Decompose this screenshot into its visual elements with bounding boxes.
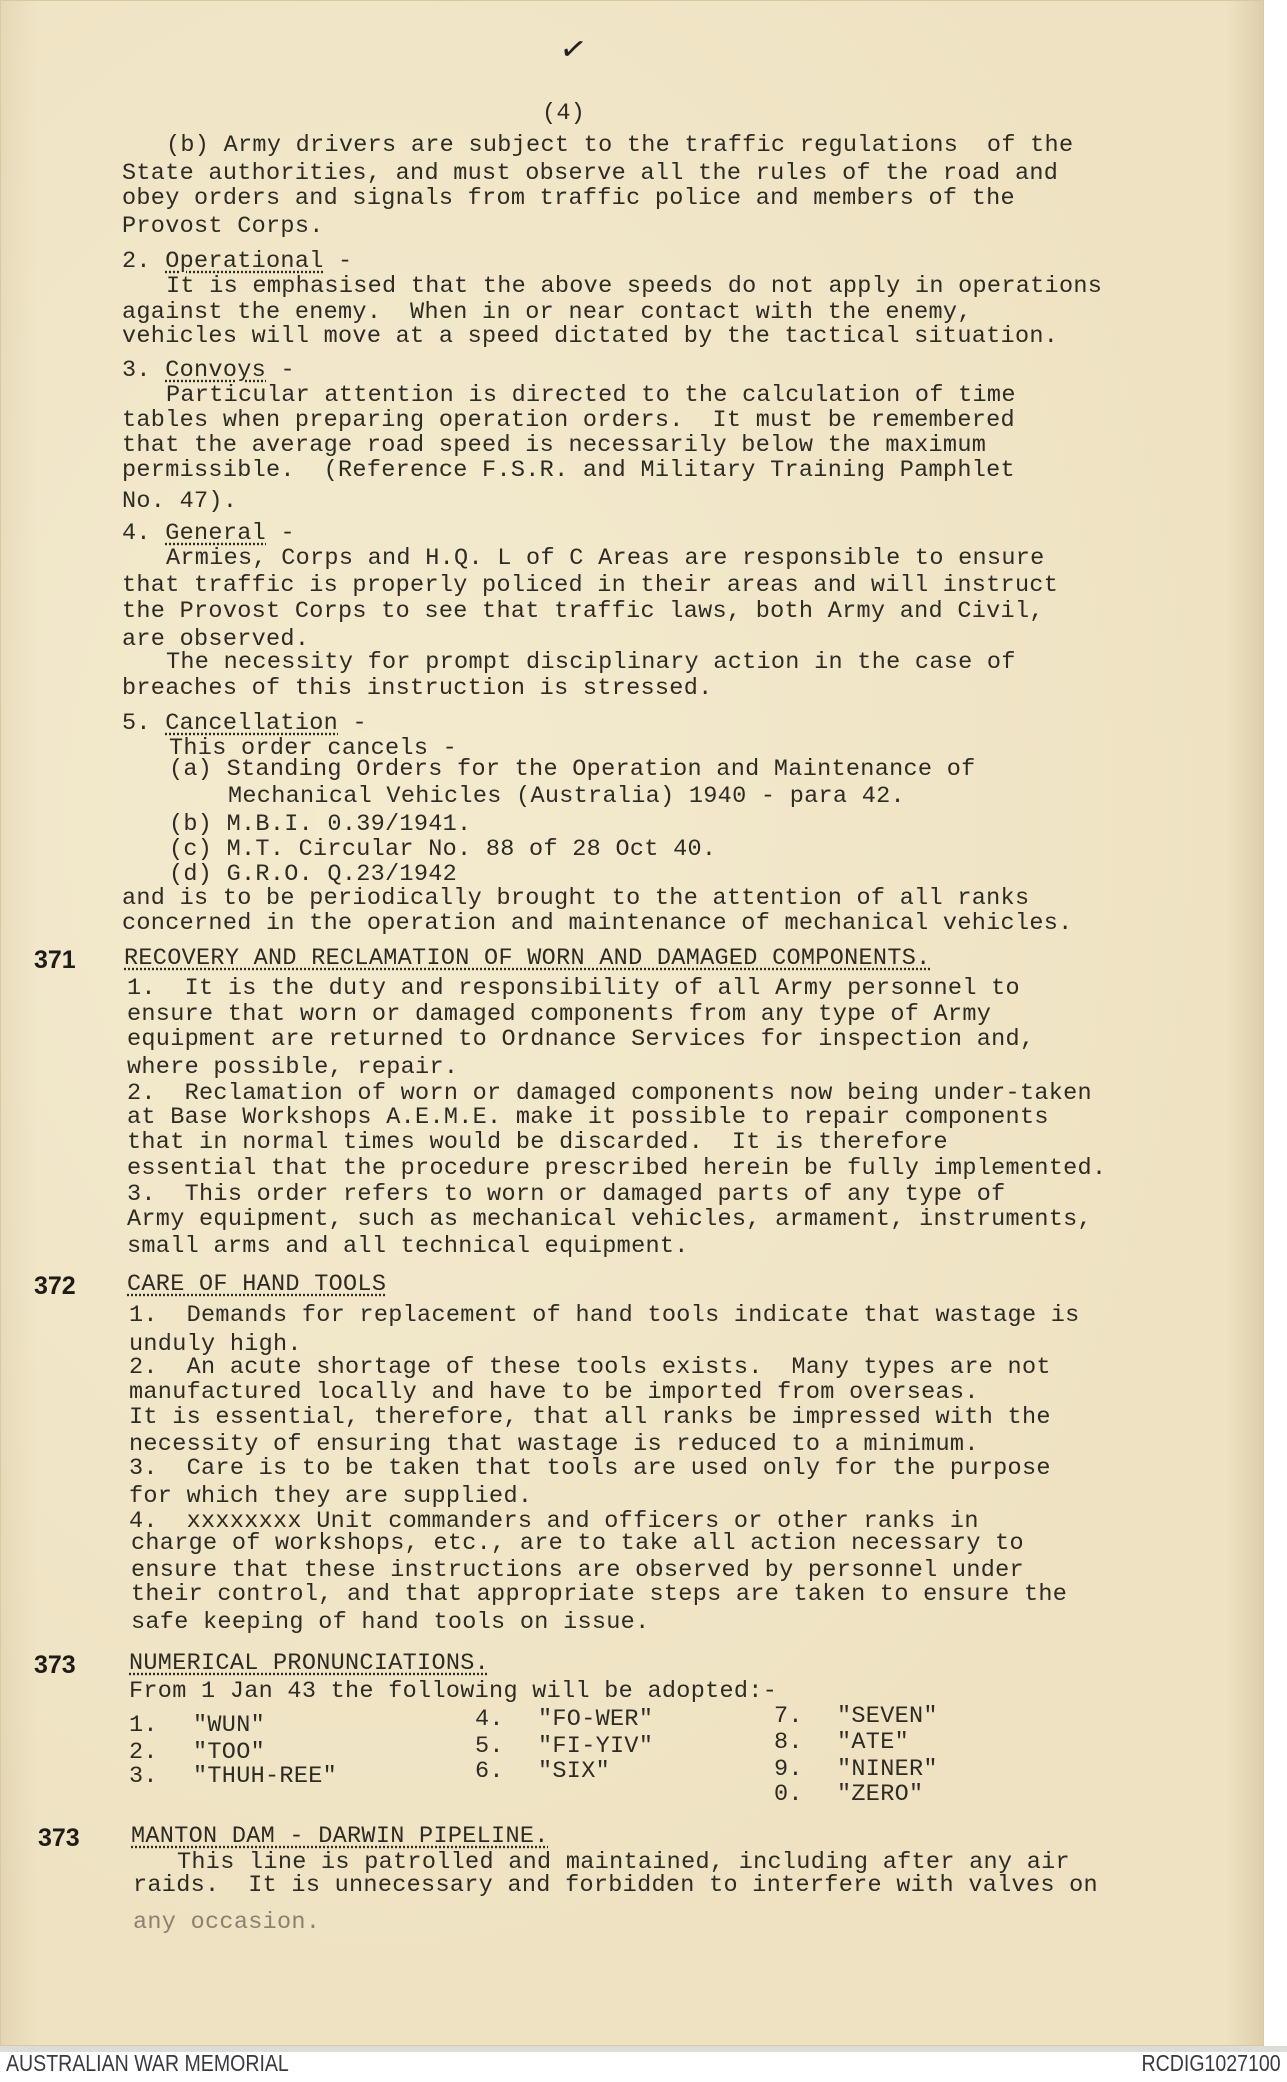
footer-institution: AUSTRALIAN WAR MEMORIAL — [6, 2050, 289, 2076]
pronunciation-number: 3. — [129, 1763, 158, 1790]
text-line: essential that the procedure prescribed herein be fully implemented. — [127, 1155, 1107, 1182]
section-heading: CARE OF HAND TOOLS — [127, 1271, 387, 1298]
subheading-dash: - — [338, 710, 367, 737]
subheading-dash: - — [323, 248, 353, 275]
subheading-operational — [122, 248, 352, 276]
text-line: for which they are supplied. — [129, 1483, 533, 1510]
text-line: necessity of ensuring that wastage is reduced to a minimum. — [129, 1431, 979, 1458]
pronunciation-number: 1. — [129, 1712, 158, 1739]
pronunciation-number: 8. — [774, 1729, 803, 1756]
text-line: Provost Corps. — [122, 213, 324, 240]
text-line: 1. It is the duty and responsibility of all Army personnel to — [127, 975, 1020, 1002]
text-line: 2. Reclamation of worn or damaged components now being under-taken — [127, 1080, 1092, 1107]
text-line: 2. An acute shortage of these tools exists. Many types are not — [129, 1354, 1051, 1381]
text-line: 3. Care is to be taken that tools are used only for the purpose — [129, 1455, 1051, 1482]
text-line: This line is patrolled and maintained, including after any air — [177, 1849, 1070, 1876]
subheading-title: Convoys — [165, 357, 267, 384]
text-line: concerned in the operation and maintenance of mechanical vehicles. — [122, 910, 1073, 937]
page-number: (4) — [542, 100, 586, 127]
section-heading: MANTON DAM - DARWIN PIPELINE. — [131, 1823, 549, 1850]
text-line: The necessity for prompt disciplinary action in the case of — [166, 649, 1016, 676]
text-line: permissible. (Reference F.S.R. and Military Training Pamphlet — [122, 457, 1015, 484]
text-line: safe keeping of hand tools on issue. — [131, 1609, 650, 1636]
text-line: charge of workshops, etc., are to take all action necessary to — [131, 1530, 1024, 1557]
text-line: Army equipment, such as mechanical vehicles, armament, instruments, — [127, 1206, 1092, 1233]
text-line: ensure that worn or damaged components from any type of Army — [127, 1001, 992, 1028]
pronunciation: "ZERO" — [837, 1781, 924, 1808]
subheading-number: 4. — [122, 520, 151, 547]
pronunciation: "SIX" — [538, 1758, 611, 1785]
text-line: against the enemy. When in or near contact with the enemy, — [122, 299, 972, 326]
text-line: that in normal times would be discarded. It is therefore — [127, 1129, 948, 1156]
check-mark: ✓ — [556, 27, 590, 71]
text-line: It is essential, therefore, that all ranks be impressed with the — [129, 1404, 1051, 1431]
cancelled-item: (c) M.T. Circular No. 88 of 28 Oct 40. — [169, 836, 717, 863]
text-line: raids. It is unnecessary and forbidden to interfere with valves on — [133, 1872, 1098, 1899]
text-line: and is to be periodically brought to the attention of all ranks — [122, 885, 1030, 912]
pronunciation: "SEVEN" — [837, 1703, 938, 1730]
footer-record-id: RCDIG1027100 — [1141, 2050, 1281, 2076]
text-line: where possible, repair. — [127, 1054, 459, 1081]
pronunciation-number: 7. — [774, 1703, 803, 1730]
pronunciation: "NINER" — [837, 1756, 938, 1783]
pronunciation-number: 0. — [774, 1781, 803, 1808]
text-line: This order cancels - — [169, 735, 458, 762]
subheading-general — [122, 520, 295, 548]
subheading-title: Operational — [165, 248, 324, 275]
text-line: that traffic is properly policed in their areas and will instruct — [122, 572, 1059, 599]
section-heading: NUMERICAL PRONUNCIATIONS. — [129, 1650, 490, 1677]
subheading-dash: - — [266, 357, 295, 384]
text-line: obey orders and signals from traffic police and members of the — [122, 185, 1015, 212]
text-line: 3. This order refers to worn or damaged parts of any type of — [127, 1181, 1006, 1208]
section-heading: RECOVERY AND RECLAMATION OF WORN AND DAMAGED COMPONENTS. — [124, 945, 931, 972]
section-number: 373 — [38, 1824, 80, 1852]
subheading-title: General — [165, 520, 267, 547]
text-line: From 1 Jan 43 the following will be adopted:- — [129, 1678, 778, 1705]
pronunciation-number: 5. — [475, 1733, 504, 1760]
text-line: manufactured locally and have to be imported from overseas. — [129, 1379, 979, 1406]
cancelled-item: Mechanical Vehicles (Australia) 1940 - para 42. — [228, 783, 905, 810]
pronunciation: "THUH-REE" — [193, 1763, 338, 1790]
pronunciation: "ATE" — [837, 1729, 910, 1756]
text-line: equipment are returned to Ordnance Services for inspection and, — [127, 1026, 1035, 1053]
pronunciation-number: 2. — [129, 1739, 158, 1766]
pronunciation: "FI-YIV" — [538, 1733, 654, 1760]
cancelled-item: (a) Standing Orders for the Operation and Maintenance of — [169, 756, 976, 783]
subheading-title: Cancellation — [165, 710, 339, 737]
section-number: 373 — [34, 1651, 76, 1679]
text-line: their control, and that appropriate steps are taken to ensure the — [131, 1581, 1068, 1608]
text-line: the Provost Corps to see that traffic laws, both Army and Civil, — [122, 598, 1044, 625]
text-line: ensure that these instructions are observed by personnel under — [131, 1557, 1024, 1584]
text-line: Armies, Corps and H.Q. L of C Areas are responsible to ensure — [166, 545, 1045, 572]
text-line: breaches of this instruction is stressed. — [122, 675, 713, 702]
subheading-number: 3. — [122, 357, 151, 384]
text-line: No. 47). — [122, 488, 238, 515]
pronunciation: "WUN" — [193, 1712, 266, 1739]
text-line: vehicles will move at a speed dictated by the tactical situation. — [122, 323, 1059, 350]
pronunciation: "FO-WER" — [538, 1706, 654, 1733]
subheading-dash: - — [266, 520, 295, 547]
subheading-cancellation — [122, 710, 367, 738]
pronunciation-number: 9. — [774, 1756, 803, 1783]
text-line: unduly high. — [129, 1331, 302, 1358]
subheading-number: 5. — [122, 710, 151, 737]
text-line: are observed. — [122, 626, 310, 653]
text-line: that the average road speed is necessarily below the maximum — [122, 432, 987, 459]
section-number: 372 — [34, 1272, 76, 1300]
subheading-convoys — [122, 357, 295, 385]
pronunciation-number: 4. — [475, 1706, 504, 1733]
text-line: State authorities, and must observe all the rules of the road and — [122, 160, 1059, 187]
subheading-number: 2. — [122, 248, 151, 275]
text-line: any occasion. — [133, 1909, 321, 1936]
pronunciation: "TOO" — [193, 1739, 266, 1766]
section-number: 371 — [34, 946, 76, 974]
text-line: at Base Workshops A.E.M.E. make it possible to repair components — [127, 1104, 1049, 1131]
text-line: Particular attention is directed to the calculation of time — [166, 382, 1016, 409]
text-line: 1. Demands for replacement of hand tools indicate that wastage is — [129, 1302, 1080, 1329]
text-line: tables when preparing operation orders. It must be remembered — [122, 407, 1015, 434]
pronunciation-number: 6. — [475, 1758, 504, 1785]
text-line: small arms and all technical equipment. — [127, 1233, 689, 1260]
cancelled-item: (b) M.B.I. 0.39/1941. — [169, 811, 472, 838]
text-line: 4. xxxxxxxx Unit commanders and officers or other ranks in — [129, 1508, 979, 1535]
text-line: It is emphasised that the above speeds do not apply in operations — [166, 273, 1103, 300]
cancelled-item: (d) G.R.O. Q.23/1942 — [169, 861, 458, 888]
text-line: (b) Army drivers are subject to the traffic regulations of the — [166, 132, 1074, 159]
